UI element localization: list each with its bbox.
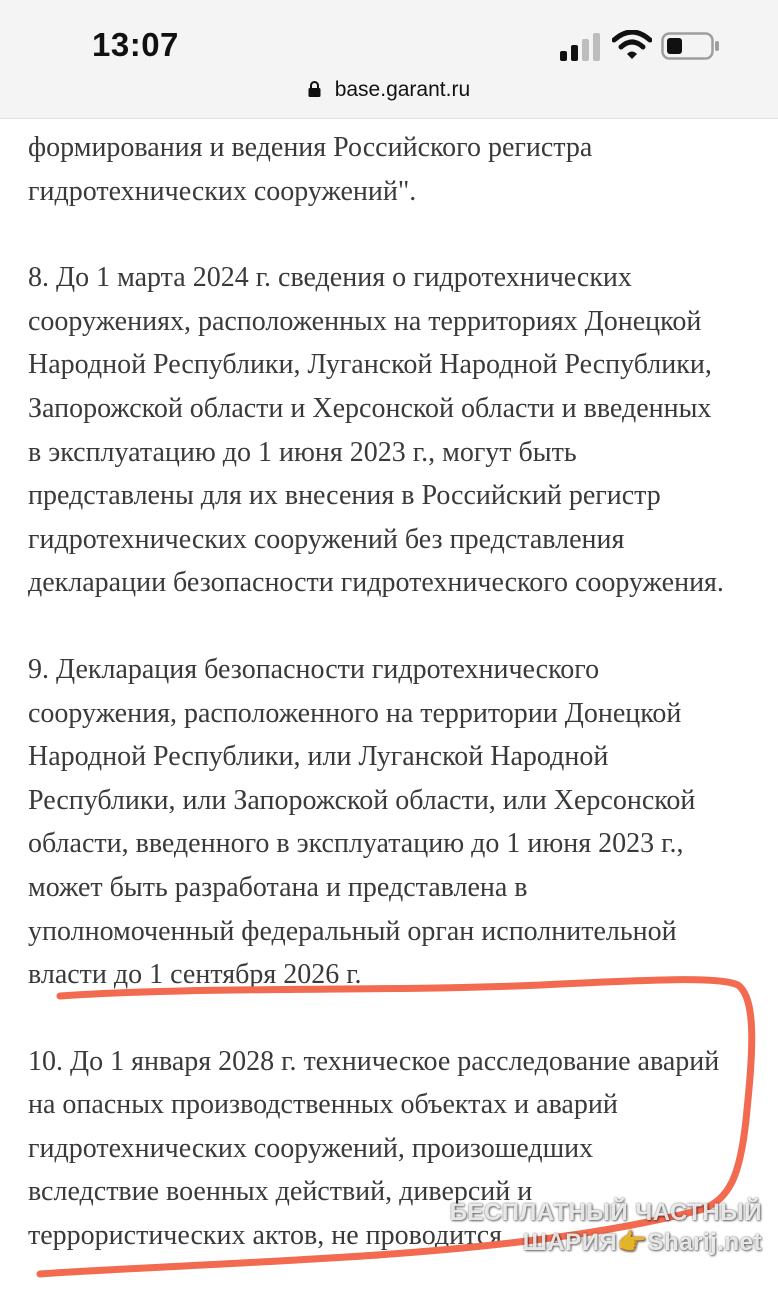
paragraph-10: 10. До 1 января 2028 г. техническое расследование аварий на опасных производственных объектах и аварий гидротехнических сооружений, произошедших вследствие военных действий, диверсий и террористических актов, не проводится. [28,1045,720,1252]
lock-icon [308,81,321,97]
watermark-line-1: БЕСПЛАТНЫЙ ЧАСТНЫЙ [449,1199,762,1226]
status-time: 13:07 [92,26,179,63]
paragraph-9: 9. Декларация безопасности гидротехнического сооружения, расположенного на территории Донецкой Народной Республики, или Луганской Народной Республики, или Запорожской области, или Херсонской области, введенного в эксплуатацию до 1 июня 2023 г., может быть разработана и представлена в уполномоченный федеральный орган исполнительной власти до 1 сентября 2026 г. [28,653,696,991]
document-body [28,126,758,1301]
signal-icon [560,33,604,61]
watermark [450,1198,762,1258]
status-bar [0,0,778,119]
battery-icon [661,32,721,60]
watermark-line-2: ШАРИЯ👉Sharij.net [522,1229,762,1256]
url-text: base.garant.ru [334,78,471,101]
address-bar[interactable] [0,78,778,102]
wifi-icon [612,30,652,60]
paragraph-continuation: формирования и ведения Российского регистра гидротехнических сооружений". [28,132,593,207]
paragraph-8: 8. До 1 марта 2024 г. сведения о гидротехнических сооружениях, расположенных на территориях Донецкой Народной Республики, Луганской Народной Республики, Запорожской области и Херсонской области и введенных в эксплуатацию до 1 июня 2023 г., могут быть представлены для их внесения в Российский регистр гидротехнических сооружений без представления декларации безопасности гидротехнического сооружения. [28,262,724,599]
